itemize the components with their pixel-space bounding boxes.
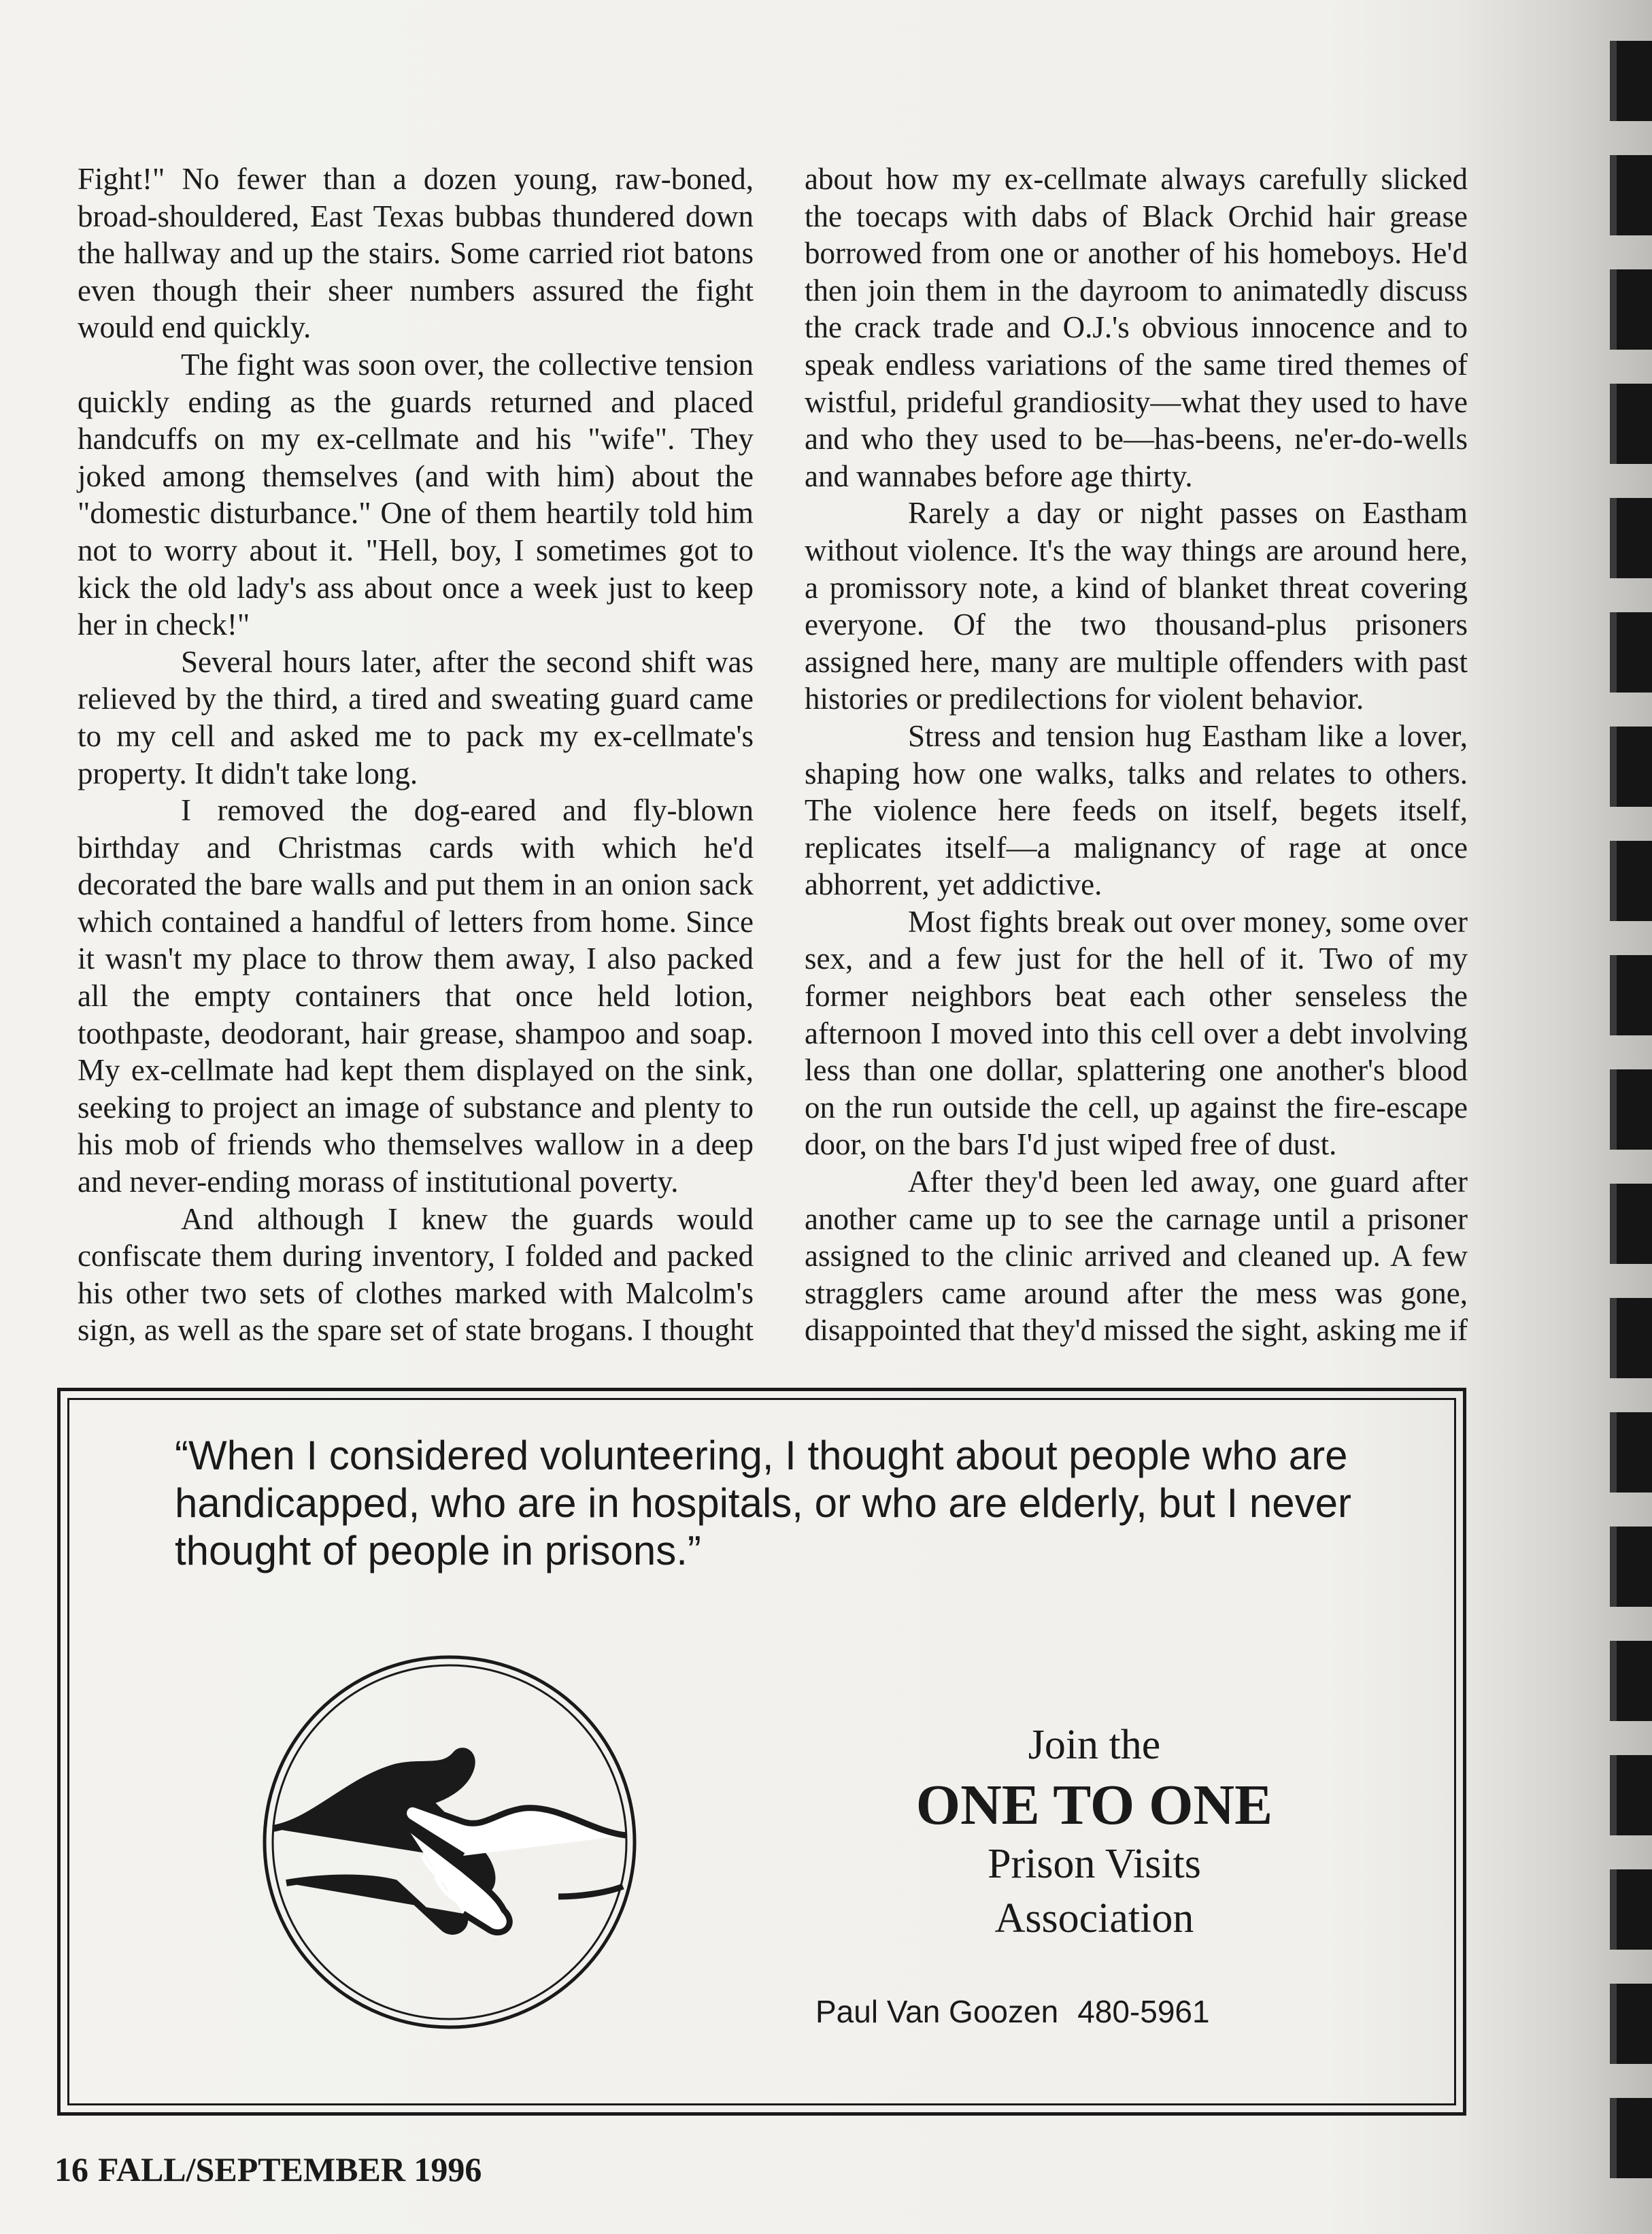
advertisement-box xyxy=(57,1388,1466,2116)
binding-hole xyxy=(1610,1298,1652,1378)
binding-hole xyxy=(1610,384,1652,464)
binding-hole xyxy=(1610,955,1652,1035)
contact-name: Paul Van Goozen xyxy=(815,1994,1059,2029)
page-footer xyxy=(54,2150,482,2189)
binding-hole xyxy=(1610,498,1652,578)
binding-hole xyxy=(1610,155,1652,235)
binding-hole xyxy=(1610,2098,1652,2178)
paragraph: The fight was soon over, the collective tension quickly ending as the guards returned and placed handcuffs on my ex-cellmate and his "wife". They joked among themselves (and with him) about the "domestic disturbance." One of them heartily told him not to worry about it. "Hell, boy, I sometimes got to kick the old lady's ass about once a week just to keep her in check!" xyxy=(78,347,754,642)
binding-hole xyxy=(1610,1184,1652,1264)
handshake-icon xyxy=(259,1652,640,2033)
ad-quote: “When I considered volunteering, I thought about people who are handicapped, who are in hospitals, or who are elderly, but I never thought of people in prisons.” xyxy=(175,1433,1351,1573)
paragraph: Fight!" No fewer than a dozen young, raw-boned, broad-shouldered, East Texas bubbas thundered down the hallway and up the stairs. Some carried riot batons even though their sheer numbers assured the fight would end quickly. xyxy=(78,162,754,345)
ad-org-line3: Association xyxy=(994,1895,1194,1941)
page-number: 16 xyxy=(54,2150,88,2188)
binding-hole xyxy=(1610,1069,1652,1150)
binding-hole xyxy=(1610,1984,1652,2064)
ad-org-name: ONE TO ONE xyxy=(915,1773,1273,1837)
article-left-column xyxy=(78,161,754,1349)
binding-hole xyxy=(1610,612,1652,693)
binding-hole xyxy=(1610,1869,1652,1950)
paragraph: Rarely a day or night passes on Eastham without violence. It's the way things are around here, a promissory note, a kind of blanket threat covering everyone. Of the two thousand-plus prisoners assigned here, many are multiple offenders with past histories or predilections for violent behavior. xyxy=(805,496,1468,716)
ad-join-text: Join the xyxy=(1028,1722,1161,1768)
paragraph: Most fights break out over money, some over sex, and a few just for the hell of it. Two of my former neighbors beat each other senseless the afternoon I moved into this cell over a debt involving less than one dollar, splattering one another's blood on the run outside the cell, up against the fire-escape door, on the bars I'd just wiped free of dust. xyxy=(805,904,1468,1162)
binding-hole xyxy=(1610,1412,1652,1493)
ad-org-line2: Prison Visits xyxy=(988,1841,1201,1887)
binding-hole xyxy=(1610,41,1652,121)
ad-contact xyxy=(815,1993,1210,2030)
article-right-column xyxy=(805,161,1468,1349)
binding-hole xyxy=(1610,1641,1652,1721)
paragraph: After they'd been led away, one guard after another came up to see the carnage until a prisoner assigned to the clinic arrived and cleaned up. A few stragglers came around after the mess was gone, disappointed that they'd missed the sight, asking me if xyxy=(805,1165,1468,1348)
binding-hole xyxy=(1610,1527,1652,1607)
spiral-binding-holes xyxy=(1604,0,1652,2234)
contact-phone: 480-5961 xyxy=(1077,1994,1210,2029)
paragraph: I removed the dog-eared and fly-blown birthday and Christmas cards with which he'd decorated the bare walls and put them in an onion sack which contained a handful of letters from home. Since it wasn't my place to throw them away, I also packed all the empty containers that once held lotion, toothpaste, deodorant, hair grease, shampoo and soap. My ex-cellmate had kept them displayed on the sink, seeking to project an image of substance and plenty to his mob of friends who themselves wallow in a deep and never-ending morass of institutional poverty. xyxy=(78,793,754,1199)
binding-hole xyxy=(1610,269,1652,350)
binding-hole xyxy=(1610,727,1652,807)
paragraph: Several hours later, after the second shift was relieved by the third, a tired and sweating guard came to my cell and asked me to pack my ex-cellmate's property. It didn't take long. xyxy=(78,644,754,790)
paragraph: Stress and tension hug Eastham like a lover, shaping how one walks, talks and relates to others. The violence here feeds on itself, begets itself, replicates itself—a malignancy of rage at once abhorrent, yet addictive. xyxy=(805,718,1468,902)
binding-hole xyxy=(1610,841,1652,921)
paragraph: And although I knew the guards would confiscate them during inventory, I folded and packed his other two sets of clothes marked with Malcolm's sign, as well as the spare set of state brogans. I thought xyxy=(78,1201,754,1348)
issue-label: FALL/SEPTEMBER 1996 xyxy=(98,2150,482,2188)
paragraph: about how my ex-cellmate always carefully slicked the toecaps with dabs of Black Orchid hair grease borrowed from one or another of his homeboys. He'd then join them in the dayroom to animatedly discuss the crack trade and O.J.'s obvious innocence and to speak endless variations of the same tired themes of wistful, prideful grandiosity—what they used to have and who they used to be—has-beens, ne'er-do-wells and wannabes before age thirty. xyxy=(805,162,1468,493)
binding-hole xyxy=(1610,1755,1652,1835)
